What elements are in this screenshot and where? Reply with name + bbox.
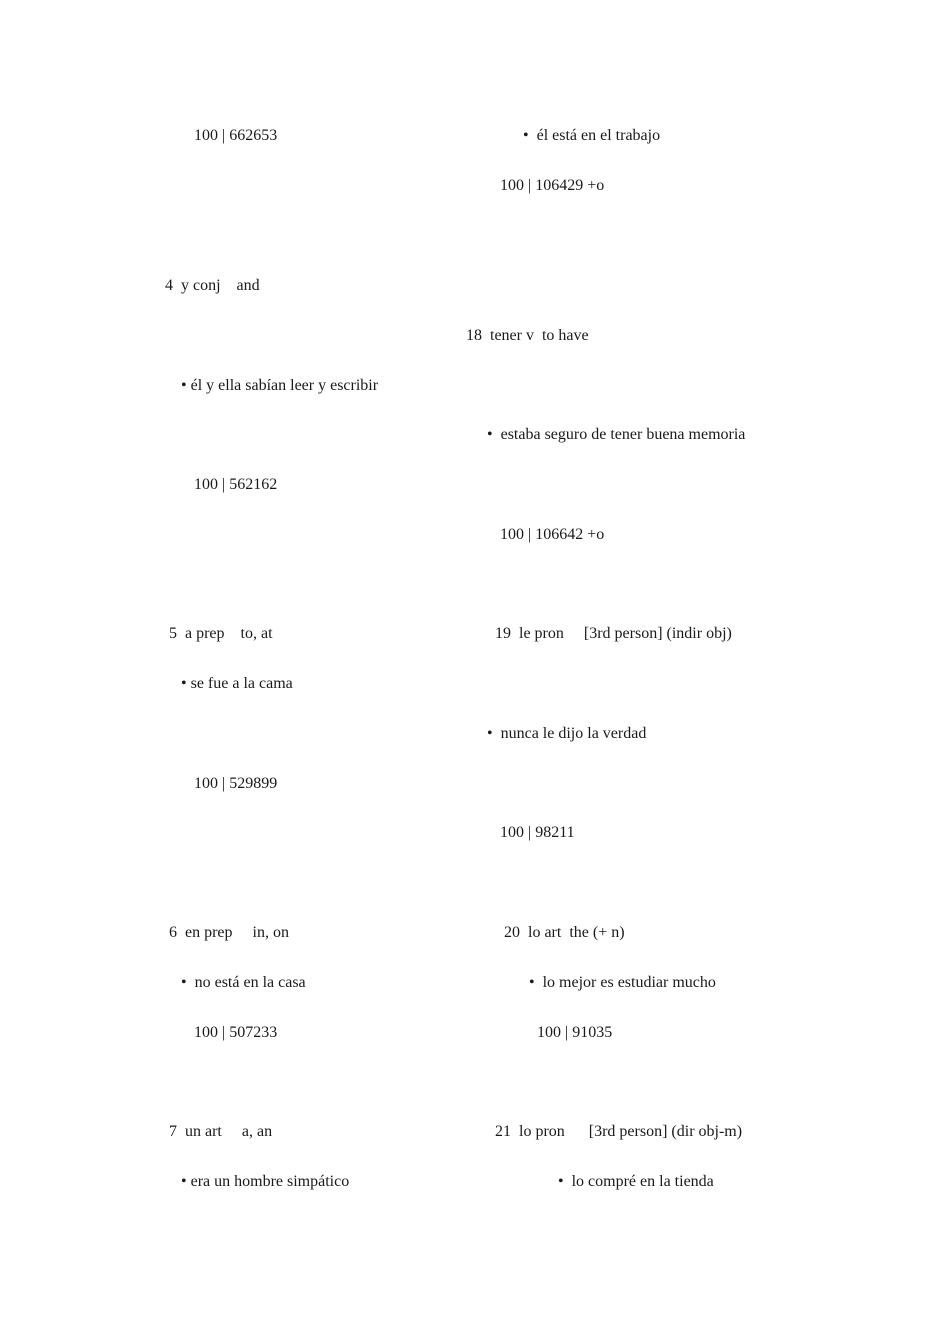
left-entry-headword-7: 7 un art a, an [169, 1123, 273, 1140]
left-frequency-line: 100 | 662653 [194, 127, 278, 144]
right-example-sentence: • lo mejor es estudiar mucho [529, 974, 716, 991]
right-entry-headword-21: 21 lo pron [3rd person] (dir obj-m) [495, 1123, 743, 1140]
right-frequency-line: 100 | 91035 [537, 1024, 613, 1041]
right-example-sentence: • lo compré en la tienda [558, 1173, 714, 1190]
right-example-sentence: • nunca le dijo la verdad [487, 725, 647, 742]
right-entry-headword-20: 20 lo art the (+ n) [504, 924, 625, 941]
left-example-sentence: • él y ella sabían leer y escribir [181, 377, 379, 394]
left-frequency-line: 100 | 507233 [194, 1024, 278, 1041]
right-frequency-line: 100 | 106429 +o [500, 177, 605, 194]
left-frequency-line: 100 | 529899 [194, 775, 278, 792]
right-entry-headword-19: 19 le pron [3rd person] (indir obj) [495, 625, 732, 642]
right-example-sentence: • estaba seguro de tener buena memoria [487, 426, 746, 443]
left-example-sentence: • no está en la casa [181, 974, 306, 991]
right-frequency-line: 100 | 98211 [500, 824, 575, 841]
left-entry-headword-5: 5 a prep to, at [169, 625, 273, 642]
right-frequency-line: 100 | 106642 +o [500, 526, 605, 543]
right-entry-headword-18: 18 tener v to have [466, 327, 589, 344]
left-example-sentence: • se fue a la cama [181, 675, 293, 692]
left-entry-headword-6: 6 en prep in, on [169, 924, 289, 941]
left-frequency-line: 100 | 562162 [194, 476, 278, 493]
left-example-sentence: • era un hombre simpático [181, 1173, 350, 1190]
left-entry-headword-4: 4 y conj and [165, 277, 260, 294]
right-example-sentence: • él está en el trabajo [523, 127, 661, 144]
